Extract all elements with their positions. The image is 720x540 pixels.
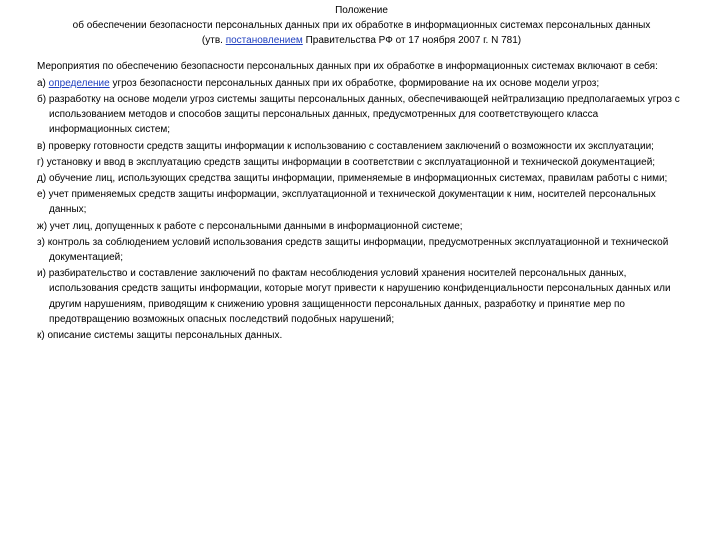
list-item-e: е) учет применяемых средств защиты информации, эксплуатационной и технической документации к ним, носителей персональных данных;	[37, 189, 656, 216]
intro-paragraph: Мероприятия по обеспечению безопасности персональных данных при их обработке в информационных системах включают в себя:	[37, 60, 658, 72]
list-item-b: б) разработку на основе модели угроз системы защиты персональных данных, обеспечивающей нейтрализацию предполагаемых угроз с использованием методов и способов защиты персональных данных, предусмотренных для соответствующего класса информационных систем;	[37, 94, 680, 136]
document-header	[37, 3, 680, 49]
approval-suffix: Правительства РФ от 17 ноября 2007 г. N 781)	[302, 35, 522, 47]
approval-note	[51, 33, 672, 48]
list-item-zh: ж) учет лиц, допущенных к работе с персональными данными в информационной системе;	[37, 220, 463, 232]
list-item-d: д) обучение лиц, использующих средства защиты информации, применяемые в информационных системах, правилам работы с ними;	[37, 173, 668, 185]
document-title: Положение	[335, 5, 388, 16]
list-item-i: и) разбирательство и составление заключений по фактам несоблюдения условий хранения носителей персональных данных, использования средств защиты информации, которые могут привести к нарушению конфиденциальности персональных данных или другим нарушениям, приводящим к снижению уровня защищенности персональных данных, разработку и принятие мер по предотвращению возможных опасных последствий подобных нарушений;	[37, 268, 671, 325]
document-subtitle: об обеспечении безопасности персональных данных при их обработке в информационных системах персональных данных	[72, 20, 651, 32]
definition-link[interactable]: определение	[48, 77, 110, 89]
list-item-z: з) контроль за соблюдением условий использования средств защиты информации, предусмотренных эксплуатационной и технической документацией;	[37, 236, 669, 264]
list-item-a	[37, 76, 680, 91]
list-item-k: к) описание системы защиты персональных данных.	[37, 330, 283, 342]
resolution-link[interactable]: постановлением	[225, 35, 303, 47]
list-item-g: г) установку и ввод в эксплуатацию средств защиты информации в соответствии с эксплуатационной и технической документацией;	[37, 156, 656, 168]
approval-prefix: (утв.	[201, 35, 226, 47]
list-item-v: в) проверку готовности средств защиты информации к использованию с составлением заключений о возможности их эксплуатации;	[37, 140, 654, 152]
item-a-prefix: а)	[37, 77, 49, 89]
item-a-text: угроз безопасности персональных данных при их обработке, формирование на их основе модели угроз;	[109, 77, 600, 89]
